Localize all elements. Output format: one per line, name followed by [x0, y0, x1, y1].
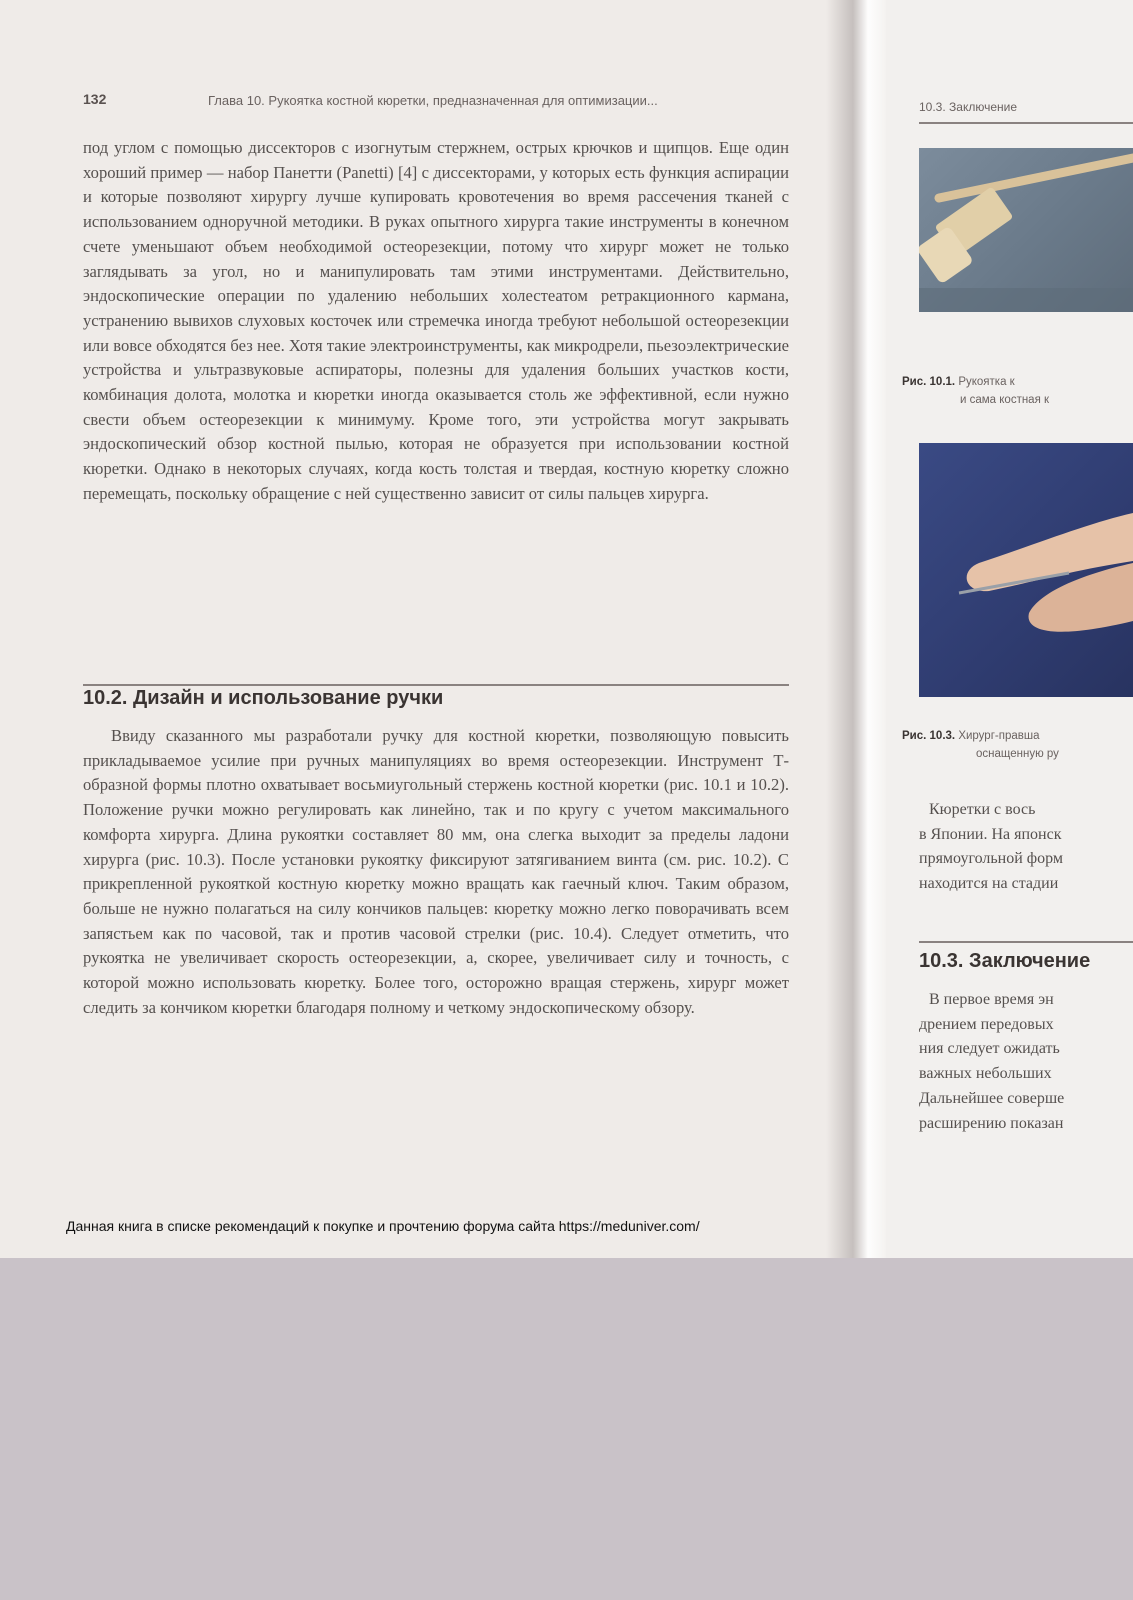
caption-text: Рукоятка к: [958, 376, 1015, 388]
paragraph-text: Ввиду сказанного мы разработали ручку для костной кюретки, позволяющую повысить прикладываемое усилие при ручных манипуляциях во время остеорезекции. Инструмент Т-образной формы плотно охватывает восьмиугольный стержень костной кюретки (рис. 10.1 и 10.2). Положение ручки можно регулировать как линейно, так и по кругу с учетом максимального комфорта хирурга. Длина рукоятки составляет 80 мм, она слегка выходит за пределы ладони хирурга (рис. 10.3). После установки рукоятку фиксируют затягиванием винта (см. рис. 10.2). С прикрепленной рукояткой костную кюретку можно вращать как гаечный ключ. Таким образом, больше не нужно полагаться на силу кончиков пальцев: кюретку можно легко поворачивать всем запястьем как по часовой, так и против часовой стрелки (рис. 10.4). Следует отметить, что рукоятка не увеличивает скорость остеорезекции, а, скорее, увеличивает силу и точность, с которой можно использовать кюретку. Более того, осторожно вращая стержень, хирург может следить за кончиком кюретки благодаря полному и четкому эндоскопическому обзору.: [83, 726, 789, 1017]
right-paragraph-b: [919, 988, 1133, 1136]
surgeon-hand-image: [919, 443, 1133, 697]
section-paragraph: [83, 724, 789, 1020]
caption-line: оснащенную ру: [976, 748, 1059, 760]
right-section-heading: 10.3. Заключение: [919, 950, 1091, 972]
background-band: [0, 1258, 1133, 1600]
text-line: важных небольших: [919, 1065, 1052, 1083]
right-running-header: 10.3. Заключение: [919, 100, 1017, 114]
right-paragraph-a: [919, 798, 1133, 897]
text-line: расширению показан: [919, 1114, 1064, 1132]
footer-note: Данная книга в списке рекомендаций к покупке и прочтению форума сайта https://meduniver.com/: [66, 1218, 700, 1234]
right-section-rule: [919, 941, 1133, 943]
caption-text: Хирург-правша: [958, 730, 1040, 742]
page-number: 132: [83, 91, 107, 107]
section-rule: [83, 684, 789, 686]
text-line: в Японии. На японск: [919, 825, 1062, 843]
caption-line: и сама костная к: [960, 394, 1050, 406]
paragraph-text: под углом с помощью диссекторов с изогнутым стержнем, острых крючков и щипцов. Еще один хороший пример — набор Панетти (Panetti) [4] с диссекторами, у которых есть функция аспирации и которые позволяют хирургу лучше купировать кровотечения во время рассечения тканей с использованием одноручной методики. В руках опытного хирурга такие инструменты в конечном счете уменьшают объем необходимой остеорезекции, потому что хирург может не только заглядывать за угол, но и манипулировать там этими инструментами. Действительно, эндоскопические операции по удалению небольших холестеатом ретракционного кармана, устранению вывихов слуховых косточек или стремечка иногда требуют небольшой остеорезекции или вовсе обходятся без нее. Хотя такие электроинструменты, как микродрели, пьезоэлектрические устройства и ультразвуковые аспираторы, полезны для удаления больших участков кости, комбинация долота, молотка и кюретки иногда оказывается столь же эффективной, если нужно свести объем остеорезекции к минимуму. Кроме того, эти устройства могут закрывать эндоскопический обзор костной пылью, которая не образуется при использовании костной кюретки. Однако в некоторых случаях, когда кость толстая и твердая, костную кюретку сложно перемещать, поскольку обращение с ней существенно зависит от силы пальцев хирурга.: [83, 138, 789, 503]
curette-handle-image: [919, 148, 1133, 312]
section-heading: 10.2. Дизайн и использование ручки: [83, 687, 444, 709]
figure-label: Рис. 10.1.: [902, 376, 956, 388]
figure-label: Рис. 10.3.: [902, 730, 956, 742]
text-line: Дальнейшее соверше: [919, 1089, 1065, 1107]
text-line: дрением передовых: [919, 1015, 1054, 1033]
running-header: Глава 10. Рукоятка костной кюретки, предназначенная для оптимизации...: [208, 93, 658, 108]
right-header-rule: [919, 122, 1133, 124]
text-line: находится на стадии: [919, 875, 1059, 893]
figure-10-3-caption: [902, 730, 1039, 742]
book-gutter: [826, 0, 886, 1258]
text-line: Кюретки с вось: [929, 801, 1036, 818]
figure-10-1-caption: [902, 376, 1015, 388]
text-line: В первое время эн: [929, 991, 1054, 1008]
figure-10-1-photo: [919, 148, 1133, 312]
text-line: ния следует ожидать: [919, 1040, 1060, 1058]
text-line: прямоугольной форм: [919, 850, 1064, 868]
continuation-paragraph: [83, 136, 789, 507]
figure-10-3-photo: [919, 443, 1133, 697]
